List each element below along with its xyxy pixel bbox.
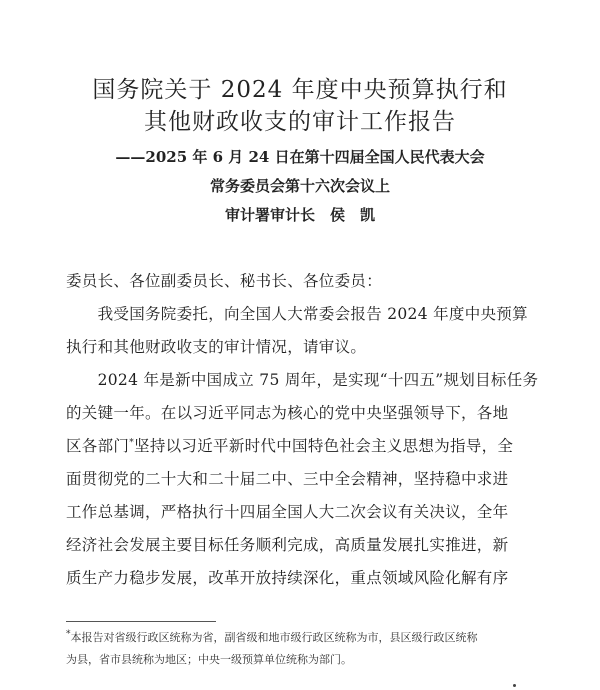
salutation: 委员长、各位副委员长、秘书长、各位委员： <box>66 272 383 290</box>
footnote-line-2: 为县，省市县统称为地区；中央一级预算单位统称为部门。 <box>66 653 352 666</box>
paragraph-2-line-5: 工作总基调，严格执行十四届全国人大二次会议有关决议，全年 <box>66 503 509 521</box>
paragraph-1-line-2: 执行和其他财政收支的审计情况，请审议。 <box>66 338 367 356</box>
paragraph-2-line-3-start: 区各部门 <box>66 437 130 455</box>
paragraph-2-line-3 <box>66 435 536 457</box>
paragraph-2-line-3-end: 坚持以习近平新时代中国特色社会主义思想为指导，全 <box>134 437 514 455</box>
subtitle-line-2: 常务委员会第十六次会议上 <box>209 177 390 195</box>
footnote-text-1: 本报告对省级行政区统称为省，副省级和地市级行政区统称为市，县区级行政区统称 <box>70 631 478 644</box>
footnote-reference-mark: * <box>129 437 135 448</box>
report-title-line-1: 国务院关于 2024 年度中央预算执行和 <box>92 77 508 103</box>
footnote-line-1 <box>66 630 556 646</box>
paragraph-2-line-7: 质生产力稳步发展，改革开放持续深化，重点领域风险化解有序 <box>66 569 509 587</box>
paragraph-2-line-6: 经济社会发展主要目标任务顺利完成，高质量发展扎实推进，新 <box>66 536 509 554</box>
subtitle-line-1: ——2025 年 6 月 24 日在第十四届全国人民代表大会 <box>115 148 485 166</box>
footnote-divider <box>66 621 216 622</box>
report-title-line-2: 其他财政收支的审计工作报告 <box>144 109 456 135</box>
author-line: 审计署审计长 侯 凯 <box>224 206 375 224</box>
page-dot <box>513 684 516 687</box>
paragraph-1-line-1: 我受国务院委托，向全国人大常委会报告 2024 年度中央预算 <box>66 305 528 323</box>
paragraph-2-line-4: 面贯彻党的二十大和二十届二中、三中全会精神，坚持稳中求进 <box>66 470 509 488</box>
paragraph-2-line-1: 2024 年是新中国成立 75 周年，是实现“十四五”规划目标任务 <box>66 371 539 389</box>
paragraph-2-line-2: 的关键一年。在以习近平同志为核心的党中央坚强领导下，各地 <box>66 404 509 422</box>
footnote-mark: * <box>66 629 71 640</box>
